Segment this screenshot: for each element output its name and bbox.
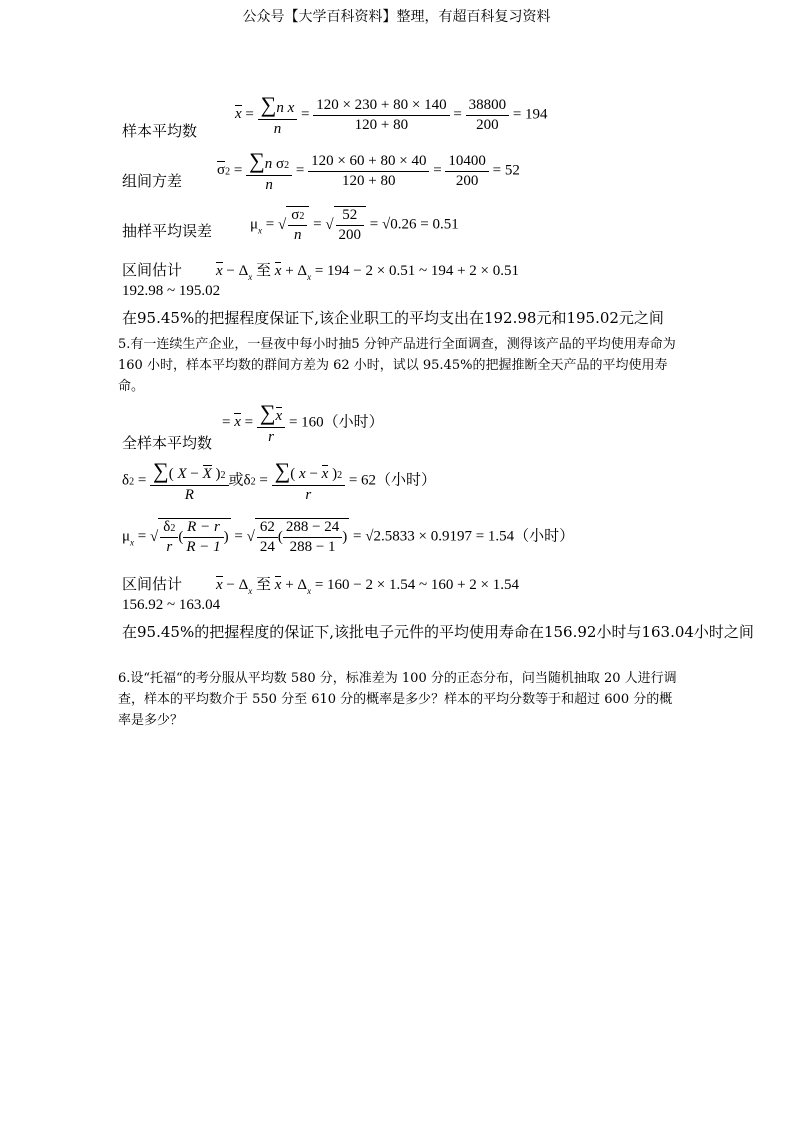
within-variance-result: = 52: [492, 162, 520, 179]
interval-label-q5: 区间估计: [122, 575, 183, 593]
sample-mean-formula: x = $\frac{\text{∑n x}}{n}$ = $\frac{120 \times 230 + 80 \times 140}{120 + 80}$ = $\frac{38800}{200}$ = 194: [235, 92, 548, 137]
interval-range-q4: 192.98 ~ 195.02: [122, 283, 221, 299]
mu-formula: $\mu_x$ = √ $\frac{\delta 2}{r}$ ( $\frac{R - r}{R - 1}$ ) = √ $\frac{62}{24}$ ( $\frac{288 - 24}{288 - 1}$ ) = √2.5833 × 0.9197 = 1.54（小时）: [122, 519, 575, 555]
within-variance-numerator: 120 × 60 + 80 × 40: [308, 153, 429, 172]
mu-result: = √2.5833 × 0.9197 = 1.54（小时）: [353, 528, 575, 545]
variance-denominator-R: R: [184, 487, 194, 503]
overall-mean-label: 全样本平均数: [122, 434, 213, 452]
within-variance-label: 组间方差: [122, 172, 183, 190]
within-variance-denominator-2: 200: [455, 172, 479, 189]
sample-mean-result: = 194: [512, 106, 548, 123]
standard-error-result: = √0.26 = 0.51: [369, 216, 459, 233]
standard-error-denominator: 200: [338, 227, 362, 243]
variance-result: = 62（小时）: [348, 472, 437, 489]
mu-fraction2-numerator: 288 − 24: [283, 519, 342, 538]
conclusion-q5: 在95.45%的把握程度的保证下,该批电子元件的平均使用寿命在156.92小时与163.04小时之间: [122, 623, 754, 641]
interval-label-q4: 区间估计: [122, 261, 183, 279]
sample-mean-numerator: 120 × 230 + 80 × 140: [313, 97, 449, 116]
sample-mean-numerator-2: 38800: [466, 97, 510, 116]
mu-fraction1-denominator: 24: [259, 539, 275, 555]
sample-mean-denominator: 120 + 80: [354, 116, 409, 133]
interval-formula-q4: $x - \Delta_x$ 至 $x + \Delta_x = 194 - 2 \times 0.51$ ~ 194 + 2 × 0.51: [216, 263, 519, 282]
sample-mean-denominator-2: 200: [476, 116, 499, 133]
within-variance-formula: σ2 = $\frac{\text{∑n σ2}}{n}$ = $\frac{120 \times 60 + 80 \times 40}{120 + 80}$ = $\frac{10400}{200}$ = 52: [217, 148, 520, 193]
overall-mean-formula: = x = $\frac{\sum x}{r}$ = 160（小时）: [222, 400, 384, 445]
variance-formula: δ2 = $\frac{\sum( X - X )2}{R}$ 或δ2 = $\frac{\sum( x - x )2}{r}$ = 62（小时）: [122, 458, 437, 503]
within-variance-numerator-2: 10400: [445, 153, 489, 172]
within-variance-denominator: 120 + 80: [342, 172, 396, 189]
problem-5-text: 5.有一连续生产企业，一昼夜中每小时抽5 分钟产品进行全面调查，测得该产品的平均使用寿命为 160 小时，样本平均数的群间方差为 62 小时，试以 95.45%的把握推断全天产品的平均使用寿命。: [118, 337, 676, 394]
overall-mean-result: = 160（小时）: [288, 414, 384, 431]
conclusion-q4: 在95.45%的把握程度保证下,该企业职工的平均支出在192.98元和195.02元之间: [122, 309, 664, 327]
standard-error-label: 抽样平均误差: [122, 222, 213, 240]
mu-fraction1-numerator: 62: [257, 519, 278, 538]
problem-6-text: 6.设“托福“的考分服从平均数 580 分，标准差为 100 分的正态分布，问当随机抽取 20 人进行调查，样本的平均数介于 550 分至 610 分的概率是多少？样本的平均分数等于和超过 600 分的概率是多少？: [118, 671, 677, 728]
variance-or: 或δ: [228, 472, 251, 489]
interval-expression-q4: = 194 − 2 × 0.51 ~ 194 + 2 × 0.51: [314, 263, 519, 279]
interval-formula-q5: $x - \Delta_x$ 至 $x + \Delta_x = 160 - 2 \times 1.54$ ~ 160 + 2 × 1.54: [216, 577, 519, 596]
interval-range-q5: 156.92 ~ 163.04: [122, 597, 221, 613]
standard-error-numerator: 52: [336, 207, 365, 226]
variance-denominator-r: r: [305, 487, 312, 503]
page-header: 公众号【大学百科资料】整理，有超百科复习资料: [242, 9, 551, 25]
mu-fraction2-denominator: 288 − 1: [289, 539, 336, 555]
sample-mean-label: 样本平均数: [122, 122, 198, 140]
standard-error-formula: $\mu_x$ = √ $\frac{\sigma 2}{n}$ = √ $\frac{52}{200}$ = √0.26 = 0.51: [250, 207, 459, 243]
interval-expression-q5: = 160 − 2 × 1.54 ~ 160 + 2 × 1.54: [314, 577, 519, 593]
